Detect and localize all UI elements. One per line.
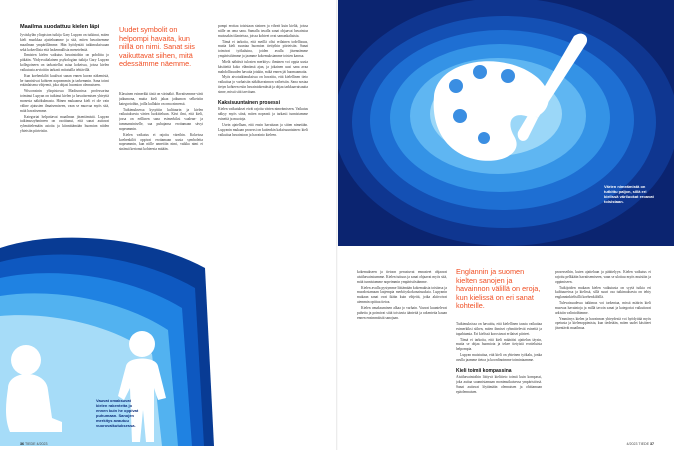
paragraph: Tutkimuksissa on havaittu, että kielellinen tausta vaikuttaa esimerkiksi siihen, miten ihmiset ryhmittelevät esineitä ja tapahtumia. Eri kielissä korostuvat erilaiset piirteet. <box>456 322 542 336</box>
article-heading: Maailma suodattuu kielen läpi <box>20 24 100 30</box>
paragraph: Ymmärrys kielen ja havainnon yhteydestä voi hyödyttää myös opetusta ja kielenoppimista, kun tiedetään, miten uudet käsitteet jäsentävät maailmaa. <box>555 316 651 331</box>
right-column-3-text <box>555 270 651 331</box>
paragraph: Kielen omaksuminen alkaa jo varhain. Vauvat kuuntelevat puhetta ja poimivat siitä toistuvia äänteitä ja rakenteita kauan ennen ensimmäisiä sanojaan. <box>357 305 447 320</box>
right-column-2 <box>456 322 542 442</box>
paragraph: pompi erottaa toisistaan sininen ja vihreä kuin kieliä, joissa niille on oma sana. Samalla tavalla sanat ohjaavat havaintoa muissakin tilanteissa, joissa kohteet ovat samankaltaisia. <box>218 24 308 38</box>
paragraph: Kategoriat helpottavat maailman jäsentämistä. Lupyan tutkimusryhmineen on osoittanut, että sanat auttavat ryhmittelemään asioita ja kiinnittämään huomion niiden yhteisiin piirteisiin. <box>20 114 109 134</box>
paragraph: Aistihavaintoihin liittyvä kielitieto toimii kuin kompassi, joka auttaa suunnistamaan monimutkaisessa ympäristössä. Sanat auttavat löytämään olennaisen ja ohittamaan epäolennaisen. <box>456 375 542 394</box>
right-column-1-text <box>357 270 447 320</box>
right-column-1 <box>357 270 447 442</box>
right-column-2-text <box>456 322 542 363</box>
left-column-3-text-b <box>218 107 308 137</box>
right-folio-text: 4/2023 TIEDE <box>626 442 649 446</box>
paragraph: Kielen avulla pystymme liittämään kokemuksia toisiinsa ja muodostamaan laajempia merkityskokonaisuuksia. Lupyanin mukaan sanat ovat ikään kuin vihjeitä, jotka aktivoivat aiemmin opittua tietoa. <box>357 285 447 305</box>
paragraph: kokemukseen ja tietoon perustuvat ennusteet ohjaavat aistihavaintoamme. Kielen tuttuus ja sanat ohjaavat myös sitä, mitä tunnistamme nopeimmin ympäristöstämme. <box>357 270 447 284</box>
paragraph: Klassinen esimerkki tästä on värinäkö. Havaitsemme värit jatkumona, mutta kieli jakaa jatkumon selkeisiin kategorioihin, joilla kullakin on oma nimensä. <box>119 92 203 106</box>
paragraph: Lupyan muistuttaa, että kieli on yhteinen työkalu, jonka avulla jaamme tietoa ja koordinoimme toimintaamme. <box>456 353 542 362</box>
left-column-1-text <box>20 33 109 134</box>
right-image-caption: Värien nimeämistä on tutkittu paljon, sillä eri kielissä väriluokat eroavat toisistaan. <box>604 184 654 204</box>
paragraph: Kielen vaikutukset eivät rajoitu värien nimeämiseen. Vaikutus näkyy myös siinä, miten nopeasti ja tarkasti tunnistamme esineitä ja muotoja. <box>218 107 308 121</box>
paragraph: Mielä nähtävä tulosten merkitys: ihminen voi oppia uusia käsitteitä koko elämänsä ajan, ja jokainen uusi sana avaa mahdollisuuden havaita jotakin, mikä ennen jäi huomaamatta. <box>218 59 308 74</box>
paragraph: Jyväskylän yliopiston tutkija Gary Lupyan on tutkinut, miten kieli muokkaa ajatteluamme ja sitä, miten havaitsemme maailman ympärillämme. Hän hyödyntää tutkimuksissaan sekä kokeellisia että laskennallisia menetelmiä. <box>20 33 109 52</box>
left-folio <box>20 442 48 446</box>
paragraph: Usein ajatellaan, että ensin havaitaan ja sitten nimetään. Lupyanin mukaan prosessi on kuitenkin kaksisuuntainen: kieli vaikuttaa havaintoon ja havainto kieleen. <box>218 122 308 137</box>
paragraph: Tulevaisuudessa tutkimus voi tarkentaa, missä määrin kieli muovaa havaintoja ja millä tavoin sanat ja kategoriat vaikuttavat arkisiin valintoihimme. <box>555 301 651 315</box>
right-pull-quote: Englannin ja suomen kielten sanojen ja havainnon välillä on eroja, kun kielissä on eri sanat kohteille. <box>456 267 541 311</box>
left-column-2-text <box>119 92 203 152</box>
left-column-3 <box>218 24 308 432</box>
left-subheading: Kaksisuuntainen prosessi <box>218 99 280 106</box>
left-page-number: 36 <box>20 442 24 446</box>
paragraph: Ihmisten kielen vaikutus havaintoihin on pohdittu jo pitkään. Yhdysvaltalainen psykologian tutkija Gary Lupyan kollegoineen on tarkastellut asiaa kokeissa, joissa kielen vaikutusta arvioitiin tarkasti mitatuilla tehtävillä. <box>20 53 109 72</box>
right-subheading: Kieli toimii kompassina <box>456 367 512 374</box>
right-column-3 <box>555 270 651 442</box>
right-folio <box>626 442 654 446</box>
paragraph: Tämä ei tarkoita, että kieli määräisi ajattelun täysin, mutta se ohjaa huomiota ja tekee tietyistä erotteluista helpompia. <box>456 337 542 352</box>
left-pull-quote: Uudet symbolit on helpompi havaita, kun niillä on nimi. Sanat siis vaikuttavat siihen, mitä edessämme näemme. <box>119 25 195 69</box>
paragraph: prosesseihin, kuten ajatteluun ja päättelyyn. Kielen vaikutus ei rajoitu pelkkään havaitsemiseen, vaan se ulottuu myös muistiin ja oppimiseen. <box>555 270 651 284</box>
left-column-1 <box>20 24 109 214</box>
paragraph: Myös aivotutkimuksissa on havaittu, että kielellinen tieto vaikuttaa jo varhaisiin näköhavainnon vaiheisiin. Sana nostaa tietyn kohteen esiin havaintokentästä ja ohjaa tarkkaavaisuutta sinne, missä sitä tarvitaan. <box>218 75 308 94</box>
right-column-2-text-b <box>456 375 542 394</box>
paragraph: Kielen vaikutus ei rajoitu väreihin. Kokeissa koehenkilöt oppivat erottamaan uusia symboleita nopeammin, kun niille annettiin nimi, vaikka nimi ei sinänsä kertonut kohteesta mitään. <box>119 132 203 152</box>
paragraph: Tämä ei tarkoita, että meillä olisi erilainen todellisuus, mutta kieli suuntaa huomion tiettyihin piirteisiin. Sanat toimivat työkaluina, joiden avulla jäsennämme ympäristöämme ja jaamme kokemuksiamme toisten kanssa. <box>218 39 308 59</box>
paragraph: Kun koehenkilöt kuulivat sanan ennen kuvan näkemistä, he tunnistivat kohteen nopeammin ja tarkemmin. Sana toimi eräänlaisena vihjeenä, joka ohjasi huomion olennaiseen. <box>20 73 109 88</box>
paragraph: Wisconsinin yliopistossa Madisonissa professorina toiminut Lupyan on tutkinut kielen ja havaitsemisen yhteyttä monesta näkökulmasta. Hänen mukaansa kieli ei ole vain väline ajatusten ilmaisemiseen, vaan se muovaa myös sitä, mitä havaitsemme. <box>20 89 109 113</box>
left-image-caption: Vauvat omaksuvat kielen rakenteita jo ennen kuin he oppivat puhumaan. Sanojen merkitys avautuu vuorovaikutuksessa. <box>96 398 139 428</box>
left-folio-text: TIEDE 4/2023 <box>24 442 48 446</box>
paragraph: Tutkimuksessa kysyttiin kulttuurin ja kielen vaikutuksesta värien luokitteluun. Kävi ilmi, että kieli, jossa on erillinen sana esimerkiksi vaalean- ja tummansiniselle, saa puhujansa erottamaan sävyt nopeammin. <box>119 107 203 131</box>
paragraph: Tutkijoiden mukaan kielen vaikutusta on syytä tutkia eri kulttuureissa ja kielissä, sillä suuri osa tutkimuksesta on tehty englanninkielisillä koehenkilöillä. <box>555 285 651 300</box>
paint-palette-paper-cut-illustration <box>338 0 674 246</box>
left-column-3-text <box>218 24 308 95</box>
right-page-number: 37 <box>650 442 654 446</box>
